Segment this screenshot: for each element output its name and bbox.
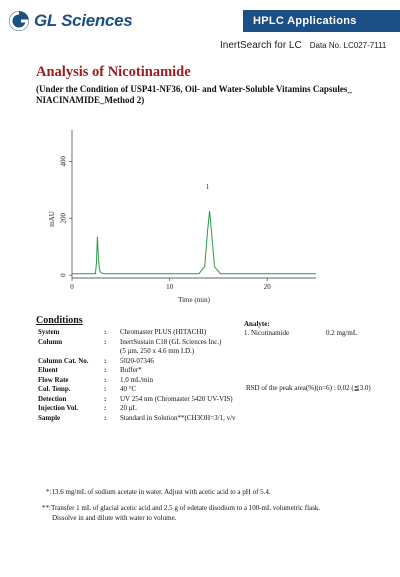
chromatogram-chart: [36, 122, 356, 312]
condition-label: System: [38, 328, 60, 336]
condition-value: 5020-07346: [120, 356, 154, 365]
condition-row: Eluent : Buffer*: [38, 366, 260, 376]
condition-row: Flow Rate : 1.0 mL/min: [38, 376, 260, 386]
condition-label: Eluent: [38, 366, 58, 374]
x-tick-label: 0: [70, 283, 74, 291]
brand-name: GL Sciences: [34, 11, 133, 30]
gl-logo-icon: [8, 10, 30, 32]
condition-value: Standard in Solution**(CH3OH=3/1, v/v: [120, 413, 236, 422]
analyte-concentration: 0.2 mg/mL: [326, 329, 358, 337]
conditions-table: [38, 328, 260, 423]
condition-value: (5 μm, 250 x 4.6 mm I.D.): [120, 347, 195, 355]
chart-ticks: [60, 156, 272, 291]
condition-label: Detection: [38, 394, 67, 403]
product-name: InertSearch for LC: [220, 40, 302, 51]
condition-label: Sample: [38, 413, 61, 422]
condition-label: Flow Rate: [38, 375, 69, 384]
y-tick-label: 200: [59, 212, 68, 224]
page-title: Analysis of Nicotinamide: [36, 64, 191, 80]
x-axis-label: Time (min): [178, 296, 210, 304]
conditions-heading: Conditions: [36, 315, 83, 326]
condition-label: Injection Vol.: [38, 404, 79, 412]
condition-label: Column Cat. No.: [38, 356, 89, 365]
condition-row: Column Cat. No. : 5020-07346: [38, 357, 260, 367]
rsd-result: RSD of the peak area(%)(n=6) : 0.02 (≦3.0): [246, 384, 371, 392]
condition-row: Detection : UV 254 nm (Chromaster 5420 UV-VIS): [38, 395, 260, 405]
footnote-eluent: *:13.6 mg/mL of sodium acetate in water. Adjust with acetic acid to a pH of 5.4.: [46, 488, 271, 496]
condition-value: 1.0 mL/min: [120, 375, 154, 384]
condition-value: 20 μL: [120, 404, 137, 412]
footnote-sample-2: Dissolve in and dilute with water to volume.: [52, 514, 177, 522]
peak-label: 1: [205, 183, 210, 192]
chromatogram-trace: [72, 211, 316, 274]
x-tick-label: 20: [263, 283, 271, 291]
analyte-heading: Analyte:: [244, 320, 270, 328]
condition-value: 40 °C: [120, 385, 137, 393]
product-line: [220, 40, 386, 51]
application-banner: HPLC Applications: [243, 10, 400, 32]
analyte-block: [244, 320, 357, 338]
condition-label: Col. Temp.: [38, 385, 71, 393]
x-tick-label: 10: [166, 283, 174, 291]
doc-number: Data No. LC027-7111: [309, 41, 387, 50]
company-logo: [8, 10, 132, 32]
condition-row: Col. Temp. : 40 °C: [38, 385, 260, 395]
footnote-sample-1: **:Transfer 1 mL of glacial acetic acid and 2.5 g of edetate disodium to a 100-mL volumetric flask.: [42, 504, 321, 512]
condition-value: Buffer*: [120, 366, 142, 374]
condition-row: System : Chromaster PLUS (HITACHI): [38, 328, 260, 338]
y-axis-label: mAU: [48, 211, 56, 227]
y-tick-label: 400: [59, 156, 68, 167]
condition-row: Sample : Standard in Solution**(CH3OH=3/1, v/v: [38, 414, 260, 424]
condition-label: Column: [38, 337, 63, 346]
condition-row: Column : InertSustain C18 (GL Sciences Inc.): [38, 338, 260, 348]
condition-value: UV 254 nm (Chromaster 5420 UV-VIS): [120, 394, 233, 403]
y-tick-label: 0: [59, 273, 68, 277]
analyte-name: 1. Nicotinamide: [244, 329, 290, 337]
chart-axes: [72, 130, 316, 278]
condition-value: InertSustain C18 (GL Sciences Inc.): [120, 337, 222, 346]
page-subtitle: (Under the Condition of USP41-NF36, Oil- and Water-Soluble Vitamins Capsules_ NIACINAMIDE_Method 2): [36, 84, 352, 105]
condition-row: Injection Vol. : 20 μL: [38, 404, 260, 414]
condition-value: Chromaster PLUS (HITACHI): [120, 328, 207, 336]
condition-row: [38, 347, 260, 357]
